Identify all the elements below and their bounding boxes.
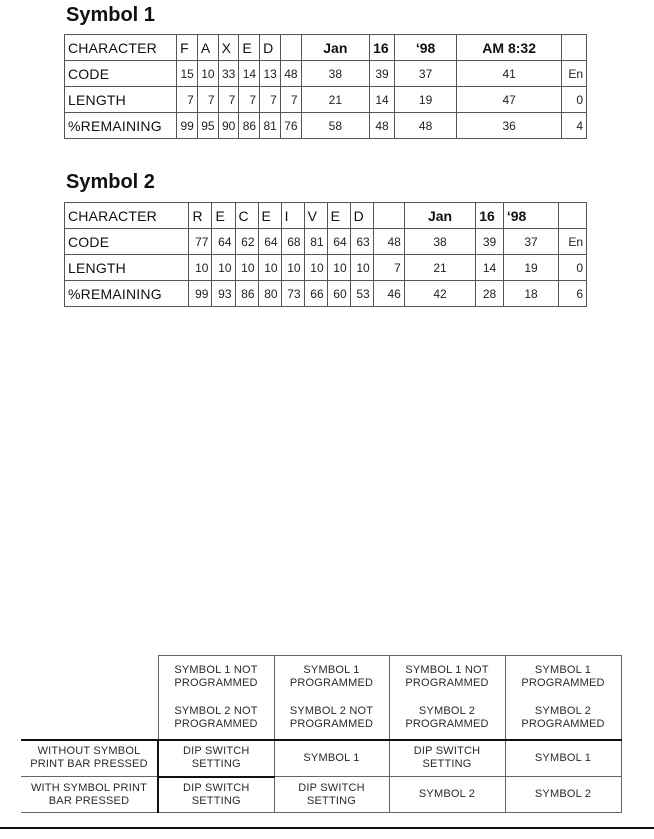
table-cell: F bbox=[177, 35, 198, 61]
table-cell: 64 bbox=[258, 229, 281, 255]
mode-cell: SYMBOL 2 bbox=[505, 777, 621, 813]
table-cell: 64 bbox=[327, 229, 350, 255]
table-cell: 0 bbox=[562, 87, 587, 113]
table-cell: 10 bbox=[327, 255, 350, 281]
table-cell: 7 bbox=[239, 87, 260, 113]
symbol-mode-table bbox=[21, 655, 622, 813]
table-cell: 80 bbox=[258, 281, 281, 307]
table-cell: 0 bbox=[559, 255, 587, 281]
table-cell: 10 bbox=[258, 255, 281, 281]
table-cell: D bbox=[350, 203, 373, 229]
table-cell: 10 bbox=[350, 255, 373, 281]
mode-header-s2: SYMBOL 2 PROGRAMMED bbox=[389, 698, 505, 740]
table-cell: 37 bbox=[394, 61, 456, 87]
table-cell: 81 bbox=[260, 113, 281, 139]
mode-cell: DIP SWITCH SETTING bbox=[158, 740, 274, 777]
mode-row-label: WITHOUT SYMBOL PRINT BAR PRESSED bbox=[21, 740, 158, 777]
table-cell: 7 bbox=[218, 87, 239, 113]
row-label: LENGTH bbox=[65, 87, 177, 113]
table-cell: 64 bbox=[212, 229, 235, 255]
table-cell: 86 bbox=[239, 113, 260, 139]
table-cell: ‘98 bbox=[503, 203, 558, 229]
table-cell: 66 bbox=[304, 281, 327, 307]
row-label: %REMAINING bbox=[65, 281, 189, 307]
table-cell: Jan bbox=[404, 203, 475, 229]
table-cell: 36 bbox=[457, 113, 562, 139]
table-cell: 76 bbox=[280, 113, 301, 139]
mode-cell: DIP SWITCH SETTING bbox=[158, 777, 274, 813]
table-cell: D bbox=[260, 35, 281, 61]
table-cell: 28 bbox=[476, 281, 504, 307]
symbol2-heading: Symbol 2 bbox=[66, 171, 155, 193]
table-cell: 95 bbox=[197, 113, 218, 139]
table-cell: 21 bbox=[404, 255, 475, 281]
table-cell: 15 bbox=[177, 61, 198, 87]
table-cell: 37 bbox=[503, 229, 558, 255]
mode-cell: SYMBOL 1 bbox=[505, 740, 621, 777]
table-cell: 10 bbox=[235, 255, 258, 281]
mode-header-s1: SYMBOL 1 PROGRAMMED bbox=[274, 656, 389, 698]
table-cell: 13 bbox=[260, 61, 281, 87]
mode-cell: DIP SWITCH SETTING bbox=[389, 740, 505, 777]
symbol1-row bbox=[65, 87, 587, 113]
table-cell: 10 bbox=[197, 61, 218, 87]
table-cell: 10 bbox=[212, 255, 235, 281]
table-cell: X bbox=[218, 35, 239, 61]
mode-cell: DIP SWITCH SETTING bbox=[274, 777, 389, 813]
table-cell: 19 bbox=[394, 87, 456, 113]
symbol2-row bbox=[65, 281, 587, 307]
symbol2-row bbox=[65, 255, 587, 281]
table-cell: 14 bbox=[476, 255, 504, 281]
table-cell: E bbox=[239, 35, 260, 61]
table-cell bbox=[280, 35, 301, 61]
symbol2-table bbox=[64, 202, 587, 307]
table-cell: E bbox=[212, 203, 235, 229]
table-cell: R bbox=[189, 203, 212, 229]
table-cell: 48 bbox=[370, 113, 395, 139]
table-cell: 53 bbox=[350, 281, 373, 307]
mode-header-s2: SYMBOL 2 NOT PROGRAMMED bbox=[274, 698, 389, 740]
table-cell: AM 8:32 bbox=[457, 35, 562, 61]
row-label: CHARACTER bbox=[65, 203, 189, 229]
table-cell: 99 bbox=[189, 281, 212, 307]
table-cell: 39 bbox=[370, 61, 395, 87]
table-cell: 99 bbox=[177, 113, 198, 139]
table-cell: 48 bbox=[280, 61, 301, 87]
table-cell: 10 bbox=[189, 255, 212, 281]
table-cell: 7 bbox=[280, 87, 301, 113]
table-cell: 42 bbox=[404, 281, 475, 307]
table-cell: 10 bbox=[304, 255, 327, 281]
table-cell: 77 bbox=[189, 229, 212, 255]
table-cell: 4 bbox=[562, 113, 587, 139]
mode-header-s2: SYMBOL 2 PROGRAMMED bbox=[505, 698, 621, 740]
table-cell: 7 bbox=[197, 87, 218, 113]
table-cell: 68 bbox=[281, 229, 304, 255]
table-cell: 39 bbox=[476, 229, 504, 255]
symbol1-heading: Symbol 1 bbox=[66, 4, 155, 26]
symbol1-table bbox=[64, 34, 587, 139]
row-label: CODE bbox=[65, 61, 177, 87]
table-cell: 86 bbox=[235, 281, 258, 307]
table-cell: 21 bbox=[301, 87, 369, 113]
mode-header-s1: SYMBOL 1 PROGRAMMED bbox=[505, 656, 621, 698]
table-cell: En bbox=[562, 61, 587, 87]
table-cell: E bbox=[258, 203, 281, 229]
table-cell: 38 bbox=[404, 229, 475, 255]
table-cell: 81 bbox=[304, 229, 327, 255]
table-cell: 93 bbox=[212, 281, 235, 307]
table-cell: 48 bbox=[394, 113, 456, 139]
table-cell: 14 bbox=[370, 87, 395, 113]
table-cell: E bbox=[327, 203, 350, 229]
mode-header-s2: SYMBOL 2 NOT PROGRAMMED bbox=[158, 698, 274, 740]
mode-cell: SYMBOL 1 bbox=[274, 740, 389, 777]
table-cell: 16 bbox=[370, 35, 395, 61]
table-cell: C bbox=[235, 203, 258, 229]
table-cell: I bbox=[281, 203, 304, 229]
table-cell: 10 bbox=[281, 255, 304, 281]
symbol1-row bbox=[65, 113, 587, 139]
symbol2-row bbox=[65, 203, 587, 229]
table-cell: A bbox=[197, 35, 218, 61]
table-cell: 7 bbox=[177, 87, 198, 113]
table-cell: 6 bbox=[559, 281, 587, 307]
table-cell: ‘98 bbox=[394, 35, 456, 61]
table-cell bbox=[562, 35, 587, 61]
row-label: %REMAINING bbox=[65, 113, 177, 139]
table-cell: 90 bbox=[218, 113, 239, 139]
table-cell: 16 bbox=[476, 203, 504, 229]
table-cell: 63 bbox=[350, 229, 373, 255]
mode-header-s1: SYMBOL 1 NOT PROGRAMMED bbox=[389, 656, 505, 698]
table-cell: 48 bbox=[373, 229, 404, 255]
symbol1-row bbox=[65, 61, 587, 87]
table-cell: 7 bbox=[373, 255, 404, 281]
table-cell: 19 bbox=[503, 255, 558, 281]
table-cell bbox=[559, 203, 587, 229]
row-label: LENGTH bbox=[65, 255, 189, 281]
mode-header-s1: SYMBOL 1 NOT PROGRAMMED bbox=[158, 656, 274, 698]
mode-row-label: WITH SYMBOL PRINT BAR PRESSED bbox=[21, 777, 158, 813]
table-cell: 14 bbox=[239, 61, 260, 87]
table-cell: 58 bbox=[301, 113, 369, 139]
table-cell: 47 bbox=[457, 87, 562, 113]
mode-cell: SYMBOL 2 bbox=[389, 777, 505, 813]
table-cell: 62 bbox=[235, 229, 258, 255]
table-cell: En bbox=[559, 229, 587, 255]
page-bottom-rule bbox=[0, 827, 654, 829]
table-cell bbox=[373, 203, 404, 229]
table-cell: 18 bbox=[503, 281, 558, 307]
table-cell: Jan bbox=[301, 35, 369, 61]
table-cell: 33 bbox=[218, 61, 239, 87]
table-cell: 7 bbox=[260, 87, 281, 113]
table-cell: 46 bbox=[373, 281, 404, 307]
table-cell: 60 bbox=[327, 281, 350, 307]
row-label: CHARACTER bbox=[65, 35, 177, 61]
table-cell: 41 bbox=[457, 61, 562, 87]
symbol2-row bbox=[65, 229, 587, 255]
table-cell: 38 bbox=[301, 61, 369, 87]
table-cell: 73 bbox=[281, 281, 304, 307]
row-label: CODE bbox=[65, 229, 189, 255]
symbol1-row bbox=[65, 35, 587, 61]
table-cell: V bbox=[304, 203, 327, 229]
